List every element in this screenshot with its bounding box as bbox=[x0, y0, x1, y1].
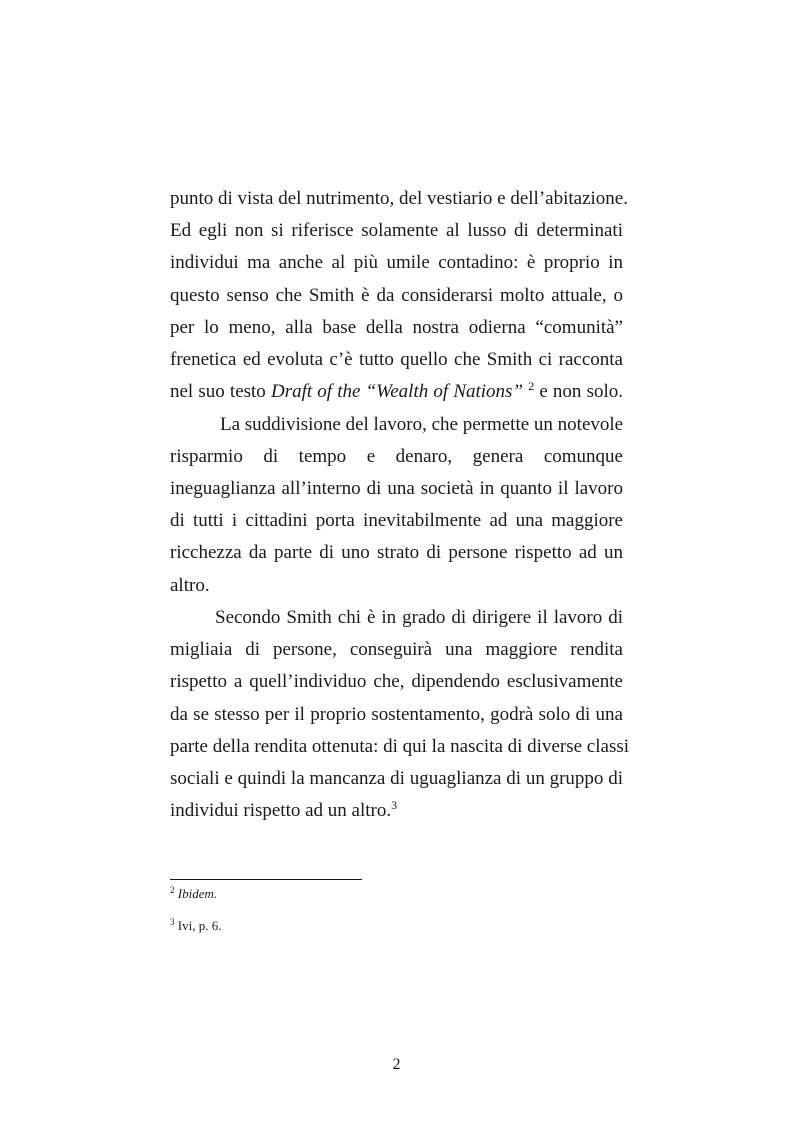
body-line-7 bbox=[170, 380, 623, 404]
paragraph-2-line-3: ineguaglianza all’interno di una società in quanto il lavoro bbox=[170, 478, 623, 499]
paragraph-3-line-4: da se stesso per il proprio sostentamento, godrà solo di una bbox=[170, 704, 623, 725]
footnote-3-number: 3 bbox=[170, 917, 175, 927]
footnote-2-number: 2 bbox=[170, 885, 175, 895]
footnote-2 bbox=[170, 886, 217, 902]
paragraph-3-line-3: rispetto a quell’individuo che, dipendendo esclusivamente bbox=[170, 671, 623, 692]
body-line-7-after: e non solo. bbox=[534, 381, 624, 402]
body-line-2: Ed egli non si riferisce solamente al lusso di determinati bbox=[170, 220, 623, 241]
body-line-6: frenetica ed evoluta c’è tutto quello che Smith ci racconta bbox=[170, 349, 623, 370]
paragraph-3-line-7 bbox=[170, 799, 623, 823]
body-line-7-before: nel suo testo bbox=[170, 381, 271, 402]
paragraph-2-line-1: La suddivisione del lavoro, che permette un notevole bbox=[220, 414, 624, 435]
footnote-separator bbox=[170, 879, 362, 880]
paragraph-3-last-text: individui rispetto ad un altro. bbox=[170, 800, 392, 821]
body-line-5: per lo meno, alla base della nostra odierna “comunità” bbox=[170, 317, 623, 338]
footnote-3-text: Ivi, p. 6. bbox=[177, 918, 222, 933]
footnote-ref-3: 3 bbox=[391, 798, 398, 812]
page-number: 2 bbox=[392, 1056, 401, 1073]
paragraph-3-line-5: parte della rendita ottenuta: di qui la nascita di diverse classi bbox=[170, 736, 630, 757]
paragraph-2-line-4: di tutti i cittadini porta inevitabilmente ad una maggiore bbox=[170, 510, 623, 531]
body-line-3: individui ma anche al più umile contadino: è proprio in bbox=[170, 252, 623, 273]
body-line-1: punto di vista del nutrimento, del vestiario e dell’abitazione. bbox=[170, 188, 628, 209]
paragraph-2-line-6: altro. bbox=[170, 575, 210, 596]
paragraph-2-line-2: risparmio di tempo e denaro, genera comunque bbox=[170, 446, 623, 467]
footnote-3 bbox=[170, 918, 221, 934]
paragraph-3-line-1: Secondo Smith chi è in grado di dirigere il lavoro di bbox=[215, 607, 623, 628]
paragraph-2-line-5: ricchezza da parte di uno strato di persone rispetto ad un bbox=[170, 542, 623, 563]
body-line-4: questo senso che Smith è da considerarsi molto attuale, o bbox=[170, 285, 623, 306]
paragraph-3-line-2: migliaia di persone, conseguirà una maggiore rendita bbox=[170, 639, 623, 660]
paragraph-3-line-6: sociali e quindi la mancanza di uguaglianza di un gruppo di bbox=[170, 768, 623, 789]
footnote-ref-2: 2 bbox=[528, 379, 535, 393]
footnote-2-text: Ibidem. bbox=[177, 886, 218, 901]
book-title: Draft of the “Wealth of Nations” bbox=[270, 381, 524, 402]
